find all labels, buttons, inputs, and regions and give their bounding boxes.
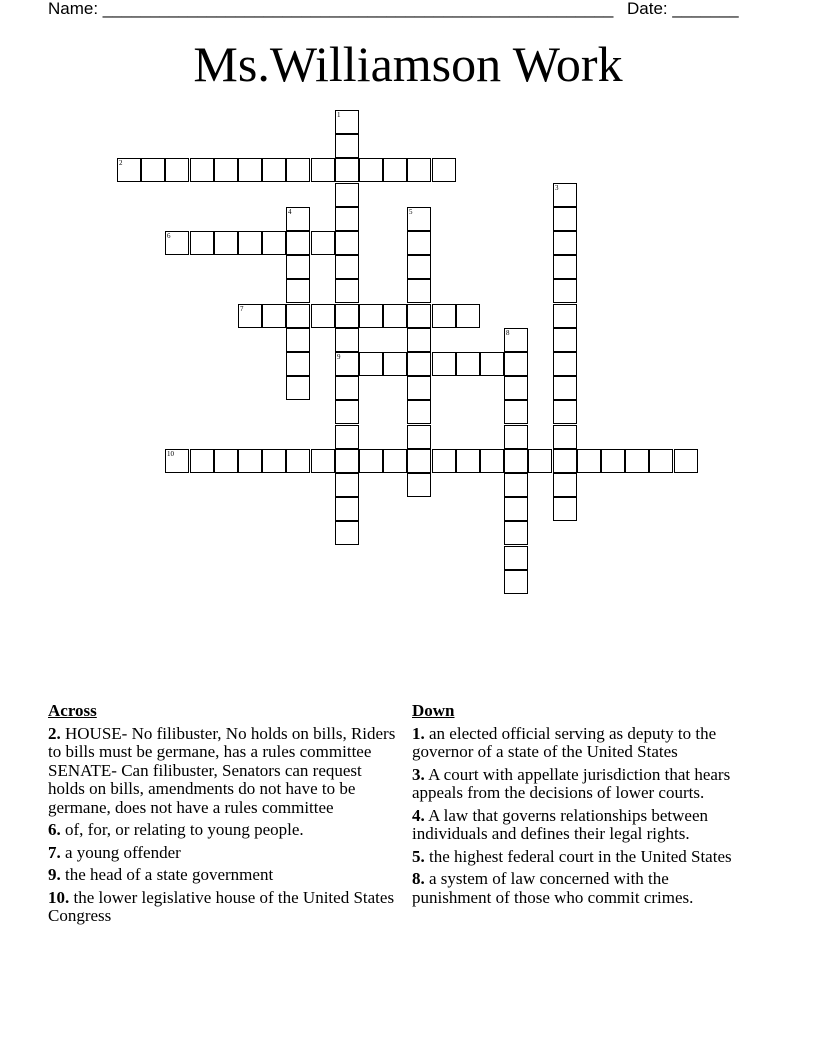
clue-across-2: [48, 725, 398, 818]
grid-cell[interactable]: [335, 497, 359, 521]
grid-cell[interactable]: [553, 449, 577, 473]
grid-cell[interactable]: [335, 425, 359, 449]
clue-number: 1.: [412, 723, 425, 743]
grid-cell[interactable]: [504, 449, 528, 473]
grid-cell[interactable]: [504, 352, 528, 376]
grid-cell[interactable]: [432, 304, 456, 328]
grid-cell[interactable]: [286, 158, 310, 182]
grid-cell[interactable]: [432, 449, 456, 473]
grid-cell[interactable]: [649, 449, 673, 473]
grid-cell[interactable]: [456, 449, 480, 473]
grid-cell[interactable]: [504, 521, 528, 545]
page-title: Ms.Williamson Work: [193, 36, 623, 92]
cell-number: 10: [167, 450, 174, 458]
grid-cell[interactable]: [407, 207, 431, 231]
grid-cell[interactable]: [286, 207, 310, 231]
grid-cell[interactable]: [553, 279, 577, 303]
grid-cell[interactable]: [383, 158, 407, 182]
grid-cell[interactable]: [553, 376, 577, 400]
grid-cell[interactable]: [480, 449, 504, 473]
grid-cell[interactable]: [456, 304, 480, 328]
grid-cell[interactable]: [311, 304, 335, 328]
grid-cell[interactable]: [335, 110, 359, 134]
grid-cell[interactable]: [335, 158, 359, 182]
clue-text: the head of a state government: [65, 865, 274, 884]
grid-cell[interactable]: [165, 158, 189, 182]
clue-text: the lower legislative house of the United States Congress: [48, 887, 395, 925]
clue-down-1: [412, 725, 752, 762]
cell-number: 4: [288, 208, 292, 216]
grid-cell[interactable]: [238, 449, 262, 473]
cell-number: 2: [119, 159, 123, 167]
clue-text: HOUSE- No filibuster, No holds on bills, Riders to bills must be germane, has a rules committee SENATE- Can filibuster, Senators can request holds on bills, amendments do not have to be germane, does not have a rules committee: [48, 723, 396, 817]
grid-cell[interactable]: [553, 425, 577, 449]
grid-cell[interactable]: [311, 158, 335, 182]
grid-cell[interactable]: [407, 449, 431, 473]
grid-cell[interactable]: [190, 449, 214, 473]
grid-cell[interactable]: [528, 449, 552, 473]
grid-cell[interactable]: [553, 183, 577, 207]
grid-cell[interactable]: [407, 255, 431, 279]
grid-cell[interactable]: [577, 449, 601, 473]
clue-down-8: [412, 870, 752, 907]
down-heading: Down: [412, 701, 455, 720]
grid-cell[interactable]: [117, 158, 141, 182]
grid-cell[interactable]: [553, 473, 577, 497]
clue-text: a system of law concerned with the punishment of those who commit crimes.: [412, 869, 694, 907]
date-field-label: Date: _______: [627, 0, 739, 18]
grid-cell[interactable]: [407, 425, 431, 449]
cell-number: 1: [337, 111, 341, 119]
grid-cell[interactable]: [553, 207, 577, 231]
grid-cell[interactable]: [553, 400, 577, 424]
grid-cell[interactable]: [625, 449, 649, 473]
grid-cell[interactable]: [407, 376, 431, 400]
grid-cell[interactable]: [359, 158, 383, 182]
name-field-label: Name: ______________________________________________________: [48, 0, 614, 18]
across-clues: [48, 702, 398, 930]
grid-cell[interactable]: [238, 304, 262, 328]
clue-number: 6.: [48, 820, 61, 839]
grid-cell[interactable]: [286, 255, 310, 279]
grid-cell[interactable]: [335, 376, 359, 400]
clue-number: 2.: [48, 723, 61, 743]
grid-cell[interactable]: [407, 279, 431, 303]
clue-across-7: [48, 844, 398, 863]
grid-cell[interactable]: [359, 352, 383, 376]
grid-cell[interactable]: [553, 304, 577, 328]
grid-cell[interactable]: [141, 158, 165, 182]
grid-cell[interactable]: [383, 449, 407, 473]
grid-cell[interactable]: [359, 304, 383, 328]
grid-cell[interactable]: [214, 449, 238, 473]
clue-number: 10.: [48, 887, 70, 907]
clue-down-3: [412, 766, 752, 803]
clue-number: 9.: [48, 865, 61, 884]
grid-cell[interactable]: [262, 449, 286, 473]
grid-cell[interactable]: [335, 473, 359, 497]
clue-text: of, for, or relating to young people.: [65, 820, 304, 839]
grid-cell[interactable]: [311, 449, 335, 473]
grid-cell[interactable]: [601, 449, 625, 473]
grid-cell[interactable]: [286, 231, 310, 255]
grid-cell[interactable]: [504, 328, 528, 352]
clue-number: 7.: [48, 842, 61, 862]
clue-number: 4.: [412, 805, 425, 825]
clue-across-10: [48, 889, 398, 926]
cell-number: 9: [337, 353, 341, 361]
grid-cell[interactable]: [335, 207, 359, 231]
grid-cell[interactable]: [407, 328, 431, 352]
cell-number: 3: [555, 184, 559, 192]
grid-cell[interactable]: [286, 328, 310, 352]
grid-cell[interactable]: [383, 352, 407, 376]
grid-cell[interactable]: [504, 473, 528, 497]
grid-cell[interactable]: [335, 449, 359, 473]
grid-cell[interactable]: [553, 328, 577, 352]
grid-cell[interactable]: [407, 400, 431, 424]
grid-cell[interactable]: [286, 352, 310, 376]
grid-cell[interactable]: [214, 158, 238, 182]
clue-number: 8.: [412, 869, 425, 888]
cell-number: 8: [506, 329, 510, 337]
grid-cell[interactable]: [335, 328, 359, 352]
grid-cell[interactable]: [238, 158, 262, 182]
grid-cell[interactable]: [311, 231, 335, 255]
grid-cell[interactable]: [407, 304, 431, 328]
grid-cell[interactable]: [190, 158, 214, 182]
grid-cell[interactable]: [504, 400, 528, 424]
grid-cell[interactable]: [286, 279, 310, 303]
down-clues: [412, 702, 752, 911]
grid-cell[interactable]: [553, 231, 577, 255]
grid-cell[interactable]: [432, 158, 456, 182]
grid-cell[interactable]: [553, 497, 577, 521]
grid-cell[interactable]: [335, 279, 359, 303]
grid-cell[interactable]: [553, 255, 577, 279]
grid-cell[interactable]: [504, 376, 528, 400]
clue-text: an elected official serving as deputy to the governor of a state of the United States: [412, 723, 717, 761]
grid-cell[interactable]: [335, 400, 359, 424]
clue-number: 3.: [412, 764, 425, 784]
cell-number: 7: [240, 305, 244, 313]
grid-cell[interactable]: [335, 255, 359, 279]
clue-down-4: [412, 807, 752, 844]
grid-cell[interactable]: [553, 352, 577, 376]
grid-cell[interactable]: [335, 183, 359, 207]
grid-cell[interactable]: [504, 546, 528, 570]
grid-cell[interactable]: [383, 304, 407, 328]
grid-cell[interactable]: [359, 449, 383, 473]
clue-across-6: [48, 821, 398, 840]
clue-text: A court with appellate jurisdiction that hears appeals from the decisions of lower courts.: [412, 764, 731, 802]
grid-cell[interactable]: [407, 231, 431, 255]
grid-cell[interactable]: [214, 231, 238, 255]
grid-cell[interactable]: [407, 158, 431, 182]
grid-cell[interactable]: [480, 352, 504, 376]
grid-cell[interactable]: [165, 231, 189, 255]
grid-cell[interactable]: [262, 231, 286, 255]
grid-cell[interactable]: [262, 158, 286, 182]
grid-cell[interactable]: [456, 352, 480, 376]
clue-text: the highest federal court in the United States: [429, 846, 732, 866]
grid-cell[interactable]: [335, 304, 359, 328]
clue-text: A law that governs relationships between individuals and defines their legal rights.: [412, 805, 709, 843]
clue-text: a young offender: [65, 842, 181, 862]
grid-cell[interactable]: [407, 352, 431, 376]
grid-cell[interactable]: [335, 134, 359, 158]
grid-cell[interactable]: [504, 570, 528, 594]
across-heading: Across: [48, 701, 97, 720]
grid-cell[interactable]: [286, 304, 310, 328]
grid-cell[interactable]: [504, 497, 528, 521]
grid-cell[interactable]: [165, 449, 189, 473]
grid-cell[interactable]: [335, 352, 359, 376]
grid-cell[interactable]: [238, 231, 262, 255]
grid-cell[interactable]: [286, 449, 310, 473]
grid-cell[interactable]: [432, 352, 456, 376]
grid-cell[interactable]: [504, 425, 528, 449]
clue-down-5: [412, 848, 752, 867]
grid-cell[interactable]: [335, 231, 359, 255]
clue-across-9: [48, 866, 398, 885]
grid-cell[interactable]: [190, 231, 214, 255]
grid-cell[interactable]: [335, 521, 359, 545]
grid-cell[interactable]: [262, 304, 286, 328]
grid-cell[interactable]: [674, 449, 698, 473]
grid-cell[interactable]: [407, 473, 431, 497]
cell-number: 6: [167, 232, 171, 240]
grid-cell[interactable]: [286, 376, 310, 400]
clue-number: 5.: [412, 846, 425, 866]
cell-number: 5: [409, 208, 413, 216]
